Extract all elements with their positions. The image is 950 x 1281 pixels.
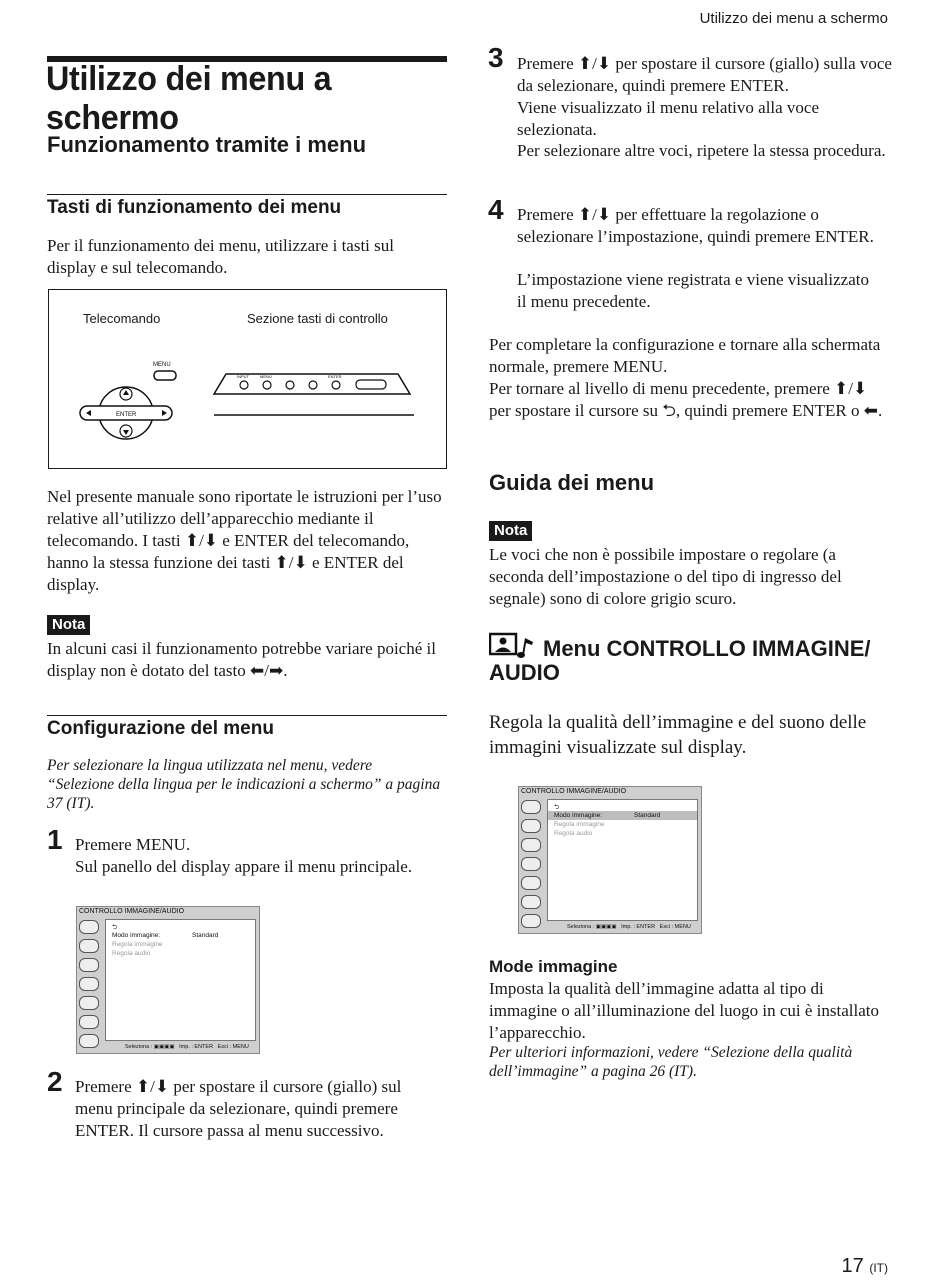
step4-text: Premere ⬆/⬇ per effettuare la regolazione o selezionare l’impostazione, quindi premere ENTER. (517, 205, 874, 246)
section-heading-config: Configurazione del menu (47, 718, 274, 739)
menu-item-adjust-picture: Regola immagine (112, 941, 163, 948)
section-heading-operation: Funzionamento tramite i menu (47, 132, 367, 157)
footer-select: Seleziona : (125, 1044, 153, 1050)
menu-key-label: MENU (153, 362, 171, 368)
step1-line2: Sul panello del display appare il menu principale. (75, 857, 413, 876)
footer-exit: Esci : (217, 1044, 232, 1050)
menu-item-value: Standard (192, 932, 219, 939)
step1-line1: Premere MENU. (75, 835, 191, 854)
input-icon (521, 838, 541, 852)
screen-footer: Seleziona : ▣▣▣▣ Imp. : ENTER Esci : MENU (567, 924, 691, 930)
menu-key (154, 371, 176, 380)
complete-paragraph-2: Per tornare al livello di menu precedente, premere ⬆/⬇ per spostare il cursore su ⮌, quindi premere ENTER o ⬅. (489, 379, 883, 420)
options-icon (79, 996, 99, 1010)
back-arrow-icon: ⮌ (112, 924, 118, 931)
menu-item-adjust-audio: Regola audio (112, 950, 151, 957)
guide-nota-text: Le voci che non è possibile impostare o regolare (a seconda dell’impostazione o del tipo di ingresso del segnale) sono di colore grigio scuro. (489, 545, 842, 608)
footer-imp-key: ENTER (194, 1044, 214, 1050)
menu-item-picture-mode: Modo immagine: (554, 812, 603, 819)
step-number: 2 (47, 1066, 63, 1097)
step-number: 1 (47, 824, 63, 855)
divider (47, 194, 447, 195)
picture-audio-icon (489, 632, 539, 660)
lock-icon (79, 1034, 99, 1048)
footer-select: Seleziona : (567, 924, 595, 930)
footer-exit-key: MENU (232, 1044, 249, 1050)
picture-audio-icon (521, 800, 541, 814)
picture-intro: Regola la qualità dell’immagine e del suono delle immagini visualizzate sul display. (489, 712, 867, 758)
step2-text: Premere ⬆/⬇ per spostare il cursore (giallo) sul menu principale da selezionare, quindi premere ENTER. Il cursore passa al menu successivo. (75, 1077, 402, 1140)
mode-text: Imposta la qualità dell’immagine adatta al tipo di immagine o all’illuminazione del luogo in cui è installato l’apparecchio. (489, 979, 879, 1042)
sub-heading-keys: Tasti di funzionamento dei menu (47, 197, 342, 218)
screen-title: CONTROLLO IMMAGINE/AUDIO (79, 908, 185, 915)
mode-heading: Mode immagine (489, 957, 618, 976)
step-number: 3 (488, 42, 504, 73)
panel-input-label: INPUT (237, 374, 249, 379)
controls-figure (48, 289, 447, 469)
options-icon (521, 876, 541, 890)
menu-item-value: Standard (634, 812, 661, 819)
page-number-suffix: (IT) (869, 1261, 888, 1275)
page-number (842, 1255, 888, 1278)
nota-badge: Nota (47, 615, 90, 635)
step3-text: Premere ⬆/⬇ per spostare il cursore (giallo) sulla voce da selezionare, quindi premere ENTER. (517, 54, 892, 95)
menu-item-adjust-picture: Regola immagine (554, 821, 605, 828)
intro-paragraph: Per il funzionamento dei menu, utilizzare i tasti sul display e sul telecomando. (47, 236, 394, 277)
footer-exit: Esci : (659, 924, 674, 930)
back-arrow-icon: ⮌ (554, 804, 560, 811)
clock-icon (521, 895, 541, 909)
nota-text: In alcuni casi il funzionamento potrebbe variare poiché il display non è dotato del tasto ⬅/➡. (47, 639, 436, 680)
step4-text2: L’impostazione viene registrata e viene visualizzato il menu precedente. (517, 270, 869, 311)
clock-icon (79, 1015, 99, 1029)
menu-item-picture-mode: Modo immagine: (112, 932, 161, 939)
step3-text3: Per selezionare altre voci, ripetere la stessa procedura. (517, 141, 886, 160)
label-remote: Telecomando (83, 311, 161, 326)
panel-enter-label: ENTER (328, 374, 342, 379)
screen-icon (521, 819, 541, 833)
footer-imp: Imp. : (179, 1044, 193, 1050)
setup-icon (521, 857, 541, 871)
menu-item-adjust-audio: Regola audio (554, 830, 593, 837)
menu-panel (547, 799, 698, 921)
menu-screen-illustration (518, 786, 702, 934)
config-italic-note: Per selezionare la lingua utilizzata nel menu, vedere “Selezione della lingua per le indicazioni a schermo” a pagina 37 (IT). (47, 757, 441, 812)
footer-exit-key: MENU (674, 924, 691, 930)
nota-badge: Nota (489, 521, 532, 541)
manual-paragraph: Nel presente manuale sono riportate le istruzioni per l’uso relative all’utilizzo dell’apparecchio mediante il telecomando. I tasti ⬆/⬇ e ENTER del telecomando, hanno la stessa funzione dei tasti ⬆/⬇ e ENTER del display. (47, 487, 442, 594)
mode-italic-note: Per ulteriori informazioni, vedere “Selezione della qualità dell’immagine” a pagina 26 (IT). (489, 1044, 853, 1080)
picture-audio-icon (79, 920, 99, 934)
section-heading-picture-line2: AUDIO (489, 660, 560, 685)
footer-imp-key: ENTER (636, 924, 656, 930)
screen-title: CONTROLLO IMMAGINE/AUDIO (521, 788, 627, 795)
control-panel-illustration (212, 368, 422, 418)
input-icon (79, 958, 99, 972)
screen-icon (79, 939, 99, 953)
page-number-value: 17 (841, 1255, 864, 1277)
remote-control-illustration (74, 350, 214, 450)
menu-panel (105, 919, 256, 1041)
screen-footer: Seleziona : ▣▣▣▣ Imp. : ENTER Esci : MENU (125, 1044, 249, 1050)
lock-icon (521, 914, 541, 928)
setup-icon (79, 977, 99, 991)
page-title: Utilizzo dei menu a schermo (46, 60, 332, 137)
enter-key-label: ENTER (116, 412, 137, 418)
divider (47, 715, 447, 716)
label-control-panel: Sezione tasti di controllo (247, 311, 388, 326)
complete-paragraph-1: Per completare la configurazione e tornare alla schermata normale, premere MENU. (489, 335, 881, 376)
section-heading-guide: Guida dei menu (489, 470, 655, 495)
footer-imp: Imp. : (621, 924, 635, 930)
section-heading-picture-line1: Menu CONTROLLO IMMAGINE/ (543, 636, 871, 661)
running-header: Utilizzo dei menu a schermo (699, 10, 888, 27)
menu-screen-illustration (76, 906, 260, 1054)
panel-menu-label: MENU (260, 374, 272, 379)
step3-text2: Viene visualizzato il menu relativo alla voce selezionata. (517, 98, 820, 139)
step-number: 4 (488, 194, 504, 225)
